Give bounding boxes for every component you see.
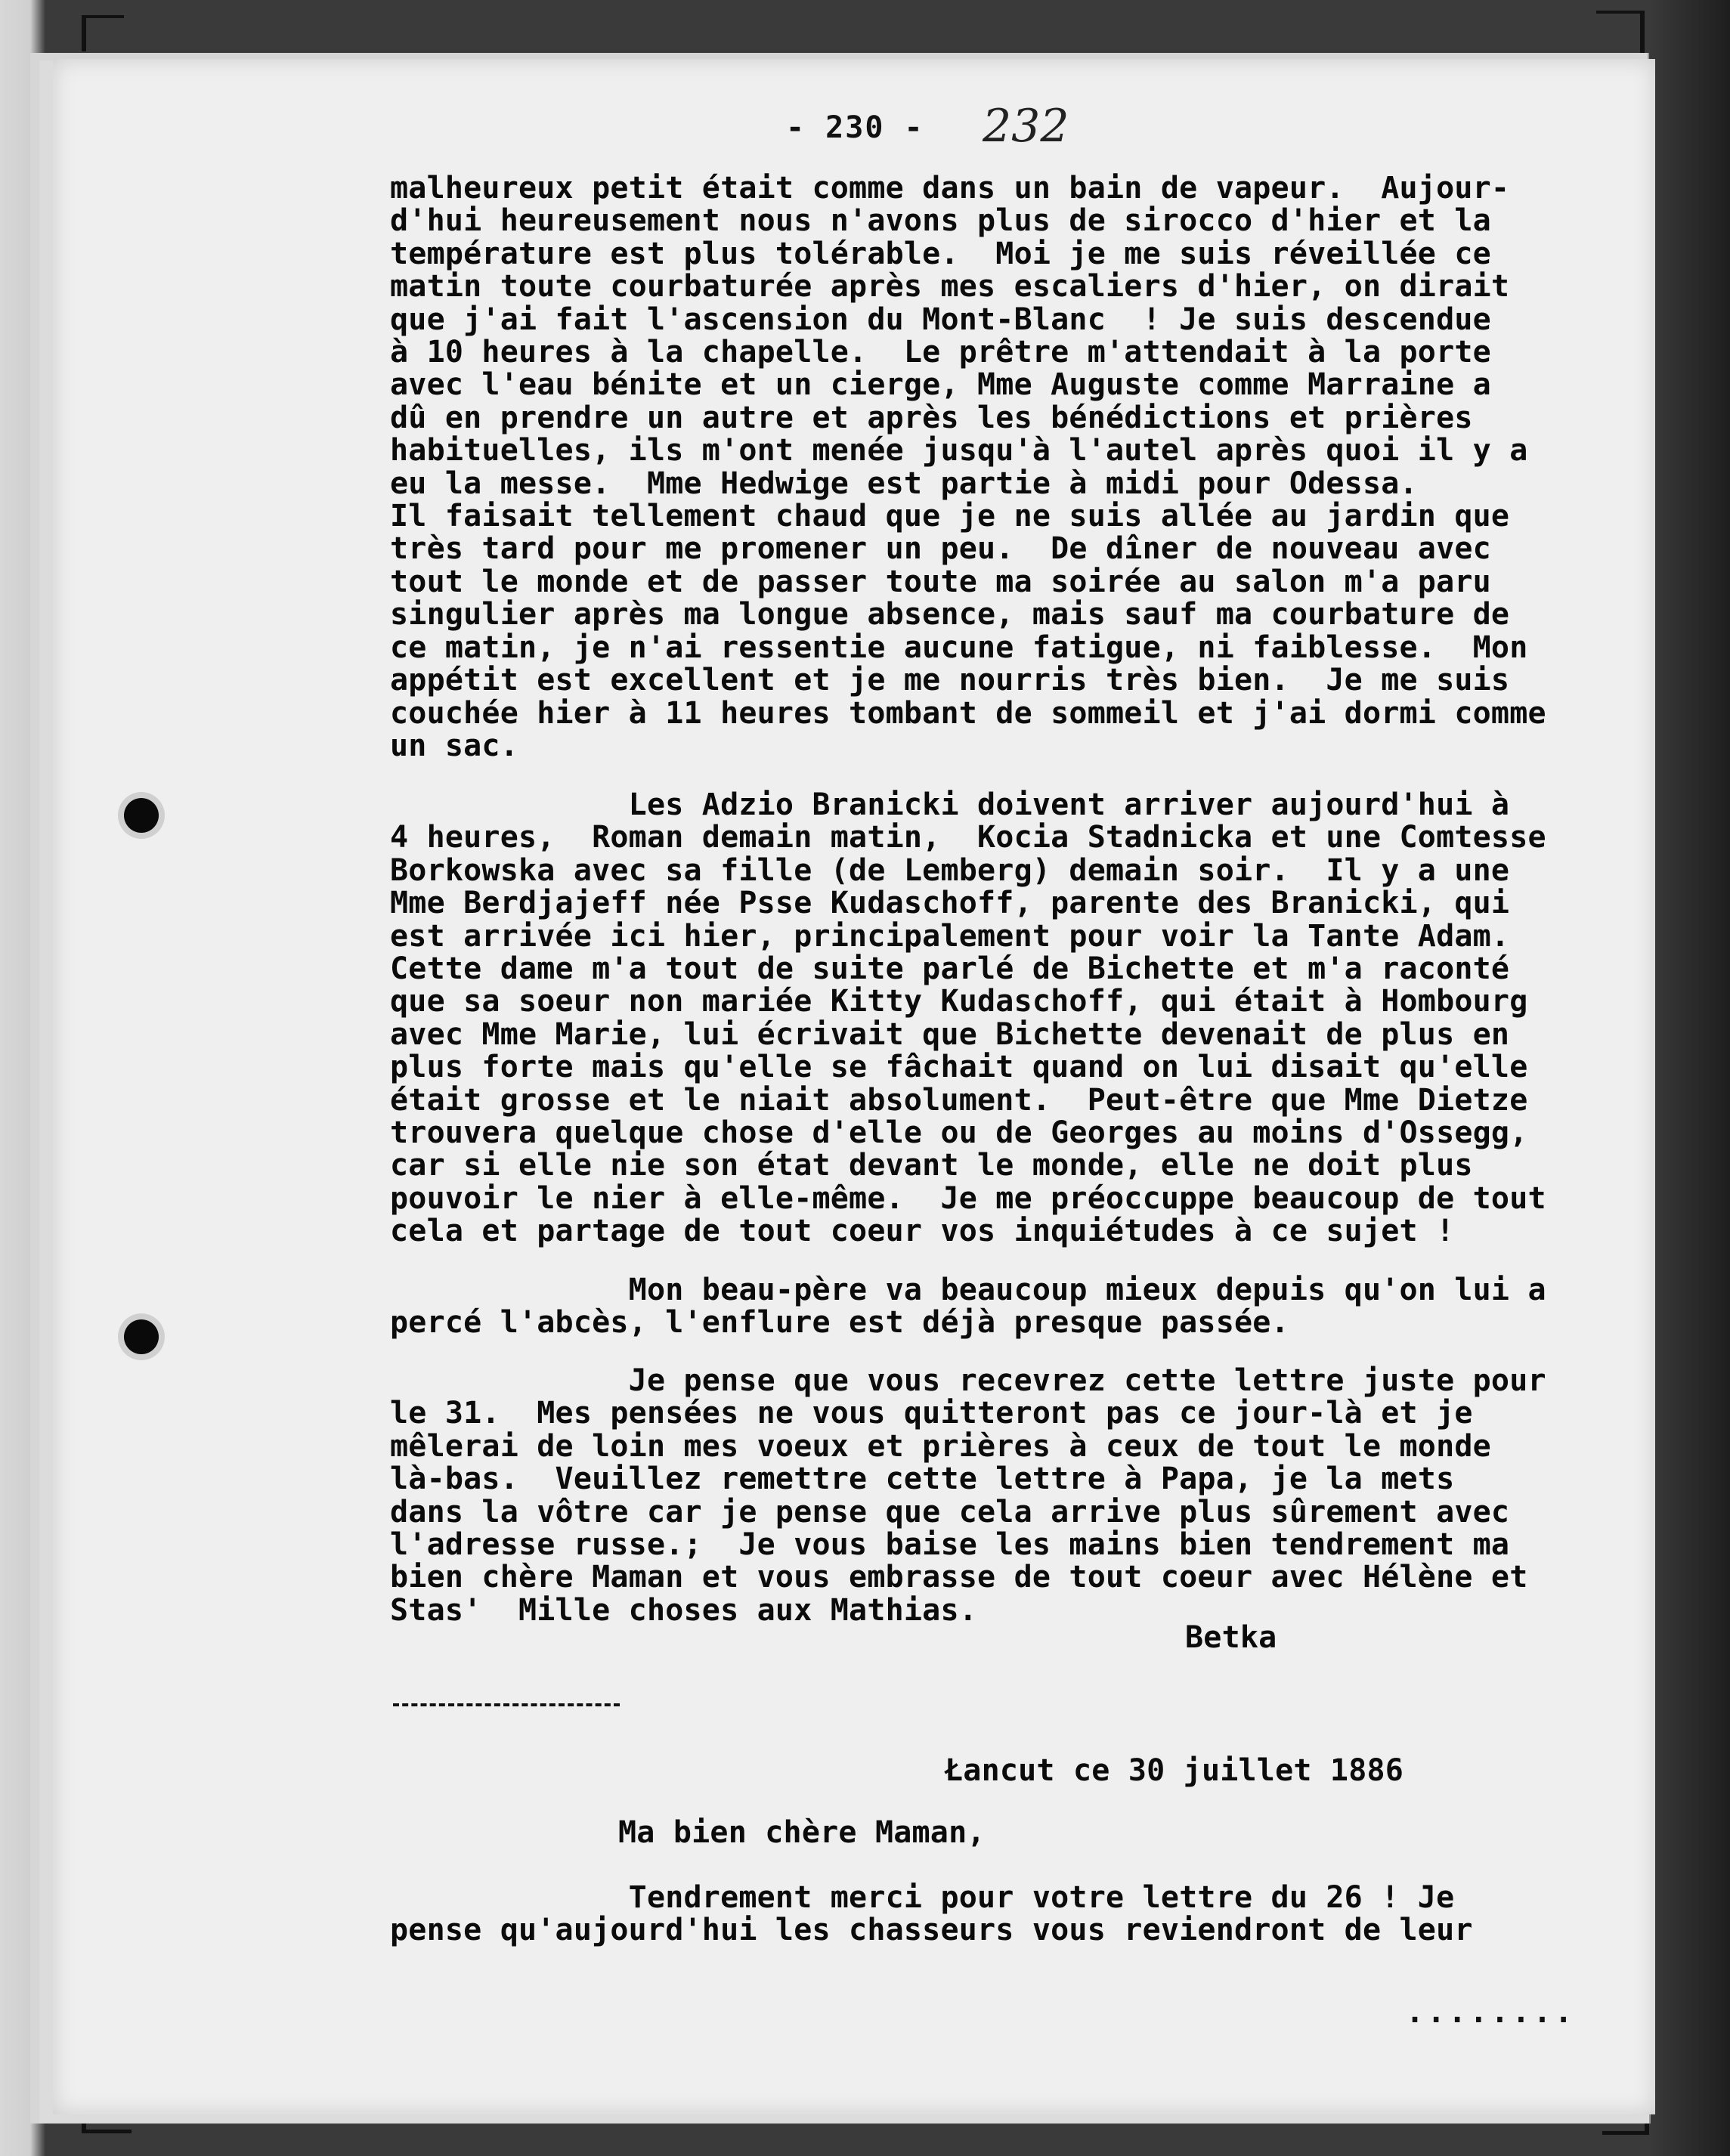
letter-dateline: Łancut ce 30 juillet 1886 bbox=[945, 1753, 1404, 1788]
letter-signature: Betka bbox=[1185, 1620, 1277, 1655]
crop-mark-top-left bbox=[82, 15, 124, 51]
punch-hole bbox=[124, 798, 159, 833]
handwritten-page-number: 232 bbox=[983, 100, 1069, 153]
page-folio: - 230 - bbox=[786, 110, 924, 145]
letter-paragraph: Tendrement merci pour votre lettre du 26 ! Je pense qu'aujourd'hui les chasseurs vous reviendront de leur bbox=[390, 1880, 1473, 1948]
continuation-mark: ........ bbox=[1406, 1995, 1576, 2030]
crop-mark-top-right bbox=[1596, 11, 1645, 59]
section-divider bbox=[393, 1703, 620, 1706]
letter-salutation: Ma bien chère Maman, bbox=[618, 1815, 986, 1850]
letter-paragraph: malheureux petit était comme dans un bain de vapeur. Aujour- d'hui heureusement nous n'avons plus de sirocco d'hier et la température est plus tolérable. Moi je me suis réveillée ce matin toute courbaturée après mes escaliers d'hier, on dirait que j'ai fait l'ascension du Mont-Blanc ! Je suis descendue à 10 heures à la chapelle. Le prêtre m'attendait à la porte avec l'eau bénite et un cierge, Mme Auguste comme Marraine a dû en prendre un autre et après les bénédictions et prières habituelles, ils m'ont menée jusqu'à l'autel après quoi il y a eu la messe. Mme Hedwige est partie à midi pour Odessa. Il faisait tellement chaud que je ne suis allée au jardin que très tard pour me promener un peu. De dîner de nouveau avec tout le monde et de passer toute ma soirée au salon m'a paru singulier après ma longue absence, mais sauf ma courbature de ce matin, je n'ai ressentie aucune fatigue, ni faiblesse. Mon appétit est excellent et je me nourris très bien. Je me suis couchée hier à 11 heures tombant de sommeil et j'ai dormi comme un sac. bbox=[390, 171, 1546, 763]
letter-paragraph: Je pense que vous recevrez cette lettre juste pour le 31. Mes pensées ne vous quitteront pas ce jour-là et je mêlerai de loin mes voeux et prières à ceux de tout le monde là-bas. Veuillez remettre cette lettre à Papa, je la mets dans la vôtre car je pense que cela arrive plus sûrement avec l'adresse russe.; Je vous baise les mains bien tendrement ma bien chère Maman et vous embrasse de tout coeur avec Hélène et Stas' Mille choses aux Mathias. bbox=[390, 1363, 1546, 1628]
letter-paragraph: Mon beau-père va beaucoup mieux depuis qu'on lui a percé l'abcès, l'enflure est déjà presque passée. bbox=[390, 1273, 1546, 1341]
punch-hole bbox=[124, 1319, 159, 1354]
letter-paragraph: Les Adzio Branicki doivent arriver aujourd'hui à 4 heures, Roman demain matin, Kocia Stadnicka et une Comtesse Borkowska avec sa fille (de Lemberg) demain soir. Il y a une Mme Berdjajeff née Psse Kudaschoff, parente des Branicki, qui est arrivée ici hier, principalement pour voir la Tante Adam. Cette dame m'a tout de suite parlé de Bichette et m'a raconté que sa soeur non mariée Kitty Kudaschoff, qui était à Hombourg avec Mme Marie, lui écrivait que Bichette devenait de plus en plus forte mais qu'elle se fâchait quand on lui disait qu'elle était grosse et le niait absolument. Peut-être que Mme Dietze trouvera quelque chose d'elle ou de Georges au moins d'Ossegg, car si elle nie son état devant le monde, elle ne doit plus pouvoir le nier à elle-même. Je me préoccuppe beaucoup de tout cela et partage de tout coeur vos inquiétudes à ce sujet ! bbox=[390, 787, 1546, 1249]
